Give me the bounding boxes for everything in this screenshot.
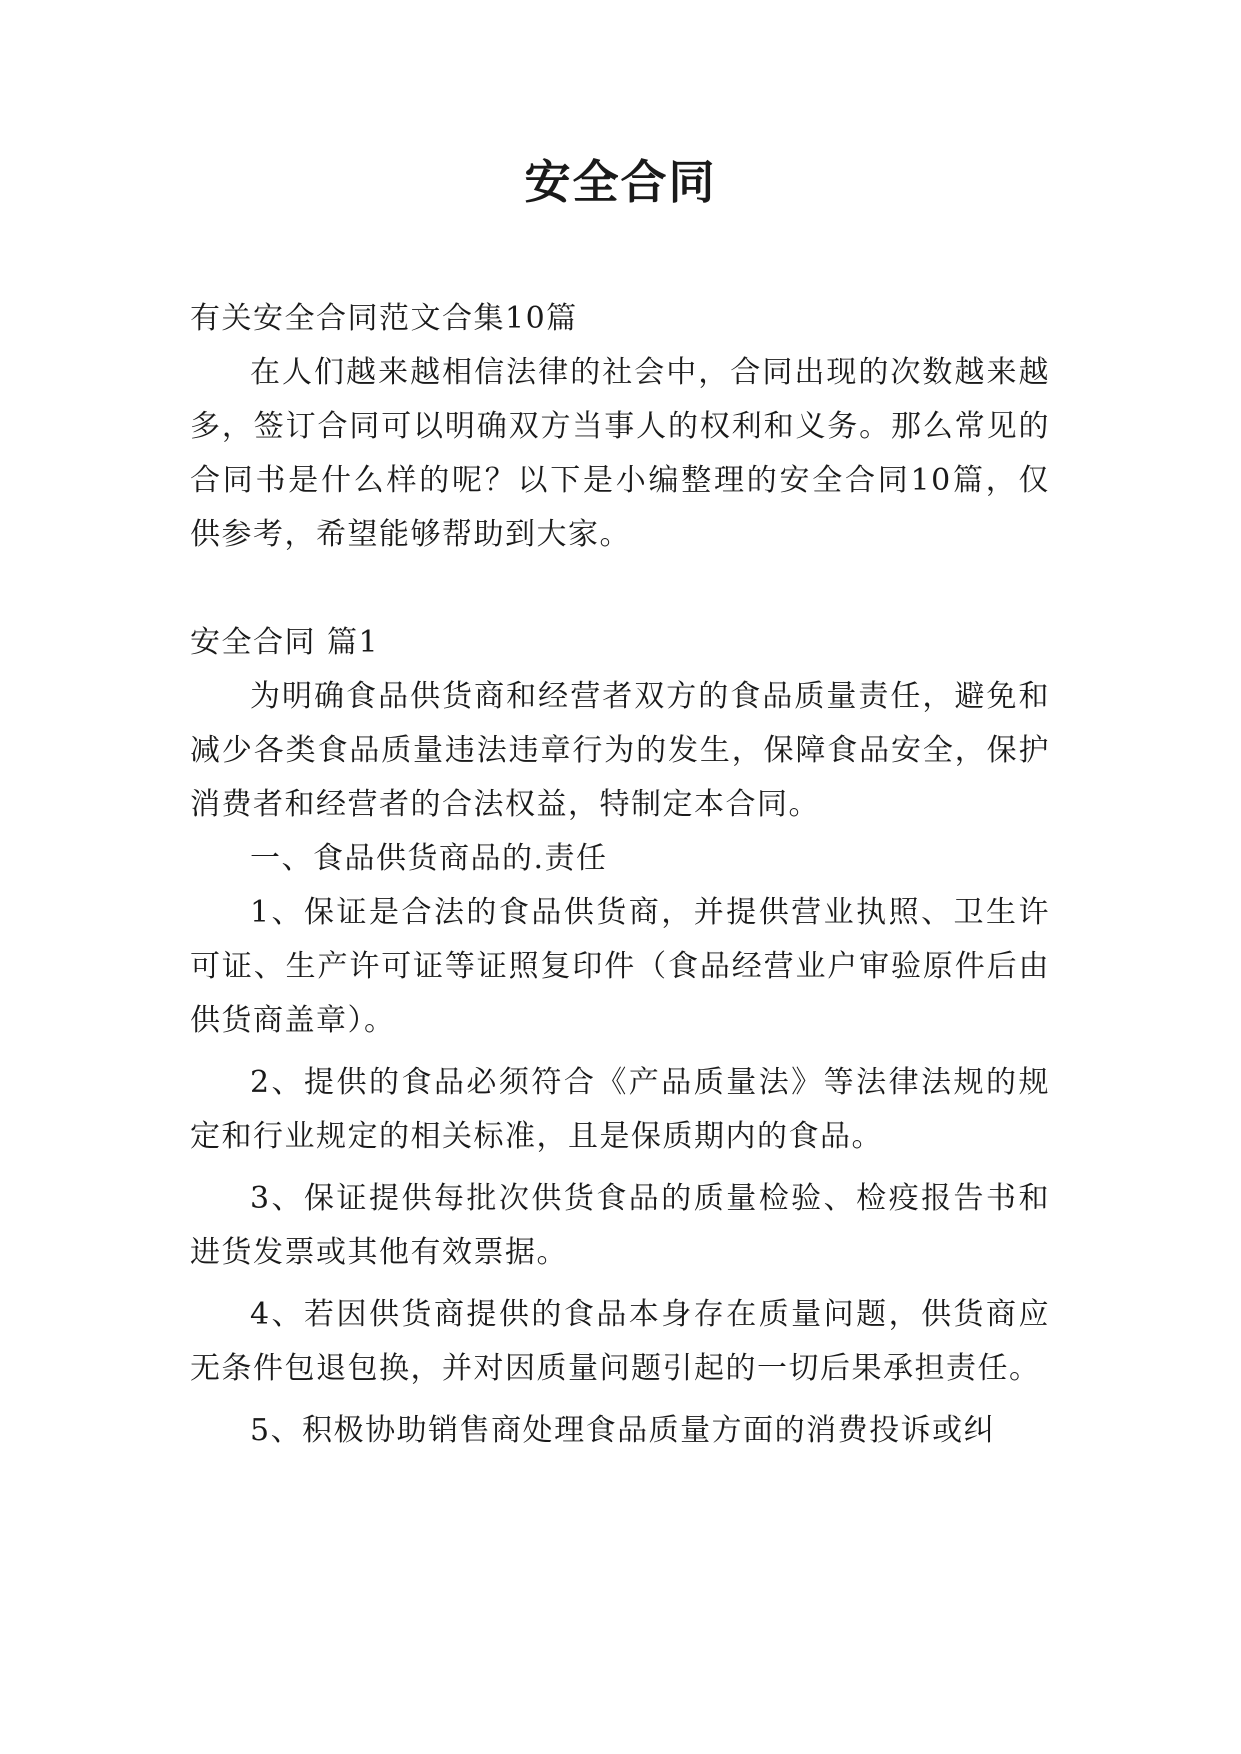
section-heading: 安全合同 篇1 [190, 625, 380, 660]
section-intro-paragraph: 为明确食品供货商和经营者双方的食品质量责任，避免和减少各类食品质量违法违章行为的发生，保障食品安全，保护消费者和经营者的合法权益，特制定本合同。 [190, 679, 1050, 822]
clause-heading: 一、食品供货商品的.责任 [250, 841, 608, 876]
document-body [190, 292, 1050, 1458]
clause-item-4: 4、若因供货商提供的食品本身存在质量问题，供货商应无条件包退包换，并对因质量问题引起的一切后果承担责任。 [190, 1297, 1050, 1386]
document-subtitle: 有关安全合同范文合集10篇 [190, 301, 578, 336]
clause-item-1: 1、保证是合法的食品供货商，并提供营业执照、卫生许可证、生产许可证等证照复印件（食品经营业户审验原件后由供货商盖章）。 [190, 895, 1050, 1038]
clause-item-2: 2、提供的食品必须符合《产品质量法》等法律法规的规定和行业规定的相关标准，且是保质期内的食品。 [190, 1065, 1050, 1154]
clause-item-5: 5、积极协助销售商处理食品质量方面的消费投诉或纠 [250, 1413, 996, 1448]
clause-item-3: 3、保证提供每批次供货食品的质量检验、检疫报告书和进货发票或其他有效票据。 [190, 1181, 1050, 1270]
intro-paragraph: 在人们越来越相信法律的社会中，合同出现的次数越来越多，签订合同可以明确双方当事人的权利和义务。那么常见的合同书是什么样的呢？以下是小编整理的安全合同10篇，仅供参考，希望能够帮助到大家。 [190, 355, 1050, 552]
document-title: 安全合同 [524, 155, 717, 209]
